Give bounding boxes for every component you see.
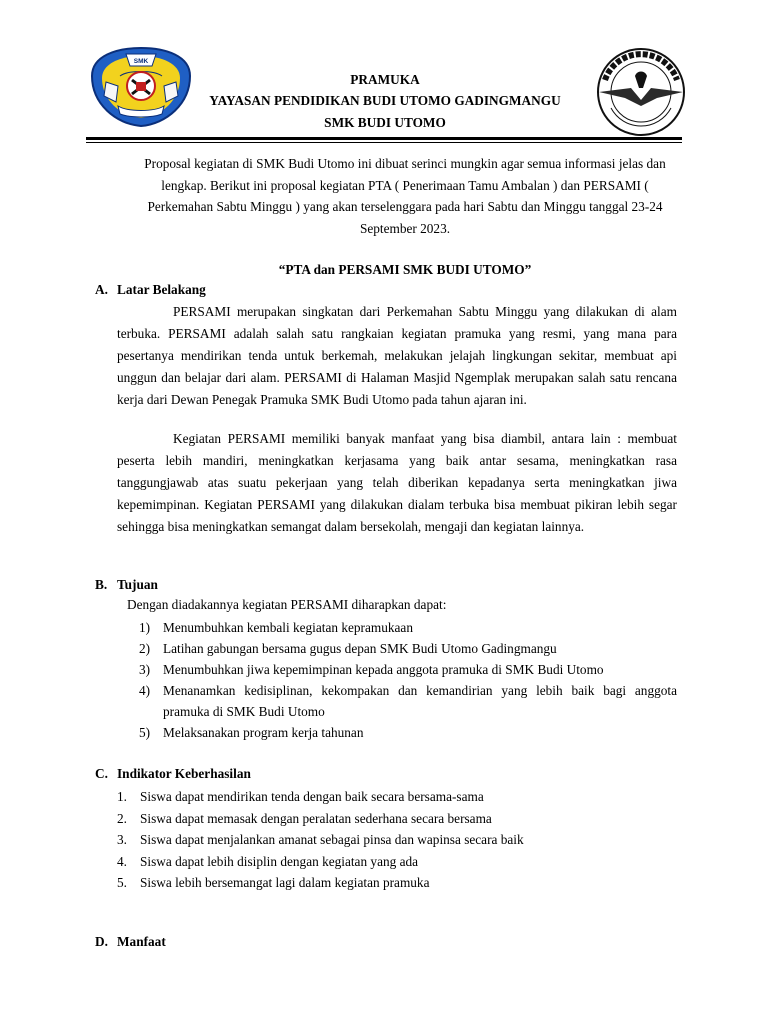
ambalan-prakabu-logo <box>591 46 692 138</box>
list-item-number: 1) <box>139 620 151 635</box>
header-divider-thin <box>86 142 682 143</box>
list-item-number: 1. <box>117 789 127 804</box>
list-item-text: Siswa dapat mendirikan tenda dengan baik secara bersama-sama <box>140 789 484 804</box>
section-b-letter: B. <box>95 577 108 592</box>
section-b-title: Tujuan <box>117 577 158 592</box>
list-item-text: Siswa dapat menjalankan amanat sebagai pinsa dan wapinsa secara baik <box>140 832 524 847</box>
list-item-number: 5. <box>117 875 127 890</box>
list-item <box>117 617 677 638</box>
list-item <box>117 659 677 680</box>
list-item <box>117 638 677 659</box>
intro-paragraph: Proposal kegiatan di SMK Budi Utomo ini dibuat serinci mungkin agar semua informasi jelas dan lengkap. Berikut ini proposal kegiatan PTA ( Penerimaan Tamu Ambalan ) dan PERSAMI ( Perkemahan Sabtu Minggu ) yang akan terselenggara pada hari Sabtu dan Minggu tanggal 23-24 September 2023. <box>144 156 666 236</box>
section-d-letter: D. <box>95 934 108 949</box>
header-school: SMK BUDI UTOMO <box>324 115 446 130</box>
list-item-text: Menanamkan kedisiplinan, kekompakan dan kemandirian yang lebih baik bagi anggota pramuka di SMK Budi Utomo <box>163 683 677 719</box>
list-item <box>117 722 677 743</box>
section-b-lead: Dengan diadakannya kegiatan PERSAMI diharapkan dapat: <box>127 597 447 612</box>
section-a-paragraph-1: PERSAMI merupakan singkatan dari Perkemahan Sabtu Minggu yang dilakukan di alam terbuka. PERSAMI adalah salah satu rangkaian kegiatan pramuka yang resmi, yang mana para pesertanya mendirikan tenda untuk berkemah, melakukan jelajah lingkungan sekitar, membuat api unggun dan belajar dari alam. PERSAMI di Halaman Masjid Ngemplak merupakan salah satu rencana kerja dari Dewan Penegak Pramuka SMK Budi Utomo pada tahun ajaran ini. <box>117 304 677 407</box>
list-item <box>117 829 677 851</box>
proposal-title: “PTA dan PERSAMI SMK BUDI UTOMO” <box>278 262 532 277</box>
section-b-heading <box>95 577 158 593</box>
list-item <box>117 680 677 722</box>
section-a-heading <box>95 282 206 298</box>
section-c-title: Indikator Keberhasilan <box>117 766 251 781</box>
svg-text:SMK: SMK <box>133 58 149 65</box>
section-d-heading <box>95 934 166 950</box>
header-divider-thick <box>86 137 682 140</box>
section-d-title: Manfaat <box>117 934 166 949</box>
list-item-text: Siswa dapat lebih disiplin dengan kegiatan yang ada <box>140 853 419 869</box>
header-organization: PRAMUKA <box>350 72 420 87</box>
list-item-text: Siswa dapat memasak dengan peralatan sederhana secara bersama <box>140 810 492 826</box>
section-c-heading <box>95 766 251 782</box>
section-a-paragraph-2: Kegiatan PERSAMI memiliki banyak manfaat yang bisa diambil, antara lain : membuat peserta lebih mandiri, meningkatkan kerjasama yang baik antar sesama, meningkatkan rasa tanggungjawab atas suatu pekerjaan yang telah diberikan kepadanya serta meningkatkan jiwa kepemimpinan. Kegiatan PERSAMI yang dilakukan dialam terbuka bisa membuat pikiran lebih segar sehingga bisa meningkatkan semangat dalam bersekolah, mengaji dan kegiatan lainnya. <box>117 431 677 534</box>
list-item-number: 2) <box>139 641 151 656</box>
list-item-number: 3) <box>139 662 151 677</box>
list-item <box>117 872 677 894</box>
list-item-number: 4. <box>117 853 127 869</box>
list-item <box>117 786 677 808</box>
section-a-letter: A. <box>95 282 108 297</box>
list-item-number: 4) <box>139 683 151 698</box>
section-c-letter: C. <box>95 766 108 781</box>
list-item-number: 5) <box>139 725 151 740</box>
list-item-text: Menumbuhkan kembali kegiatan kepramukaan <box>163 620 413 635</box>
list-item-text: Melaksanakan program kerja tahunan <box>163 725 364 740</box>
list-item-text: Menumbuhkan jiwa kepemimpinan kepada anggota pramuka di SMK Budi Utomo <box>163 662 604 677</box>
list-item-number: 2. <box>117 810 127 826</box>
list-item-text: Siswa lebih bersemangat lagi dalam kegiatan pramuka <box>140 875 430 890</box>
tujuan-list <box>117 617 677 743</box>
section-a-title: Latar Belakang <box>117 282 206 297</box>
list-item <box>117 808 677 830</box>
list-item-number: 3. <box>117 832 127 847</box>
smk-budi-utomo-logo <box>86 46 196 128</box>
indikator-list <box>117 786 677 894</box>
header-foundation: YAYASAN PENDIDIKAN BUDI UTOMO GADINGMANGU <box>209 93 561 108</box>
list-item <box>117 851 677 873</box>
list-item-text: Latihan gabungan bersama gugus depan SMK Budi Utomo Gadingmangu <box>163 641 557 656</box>
